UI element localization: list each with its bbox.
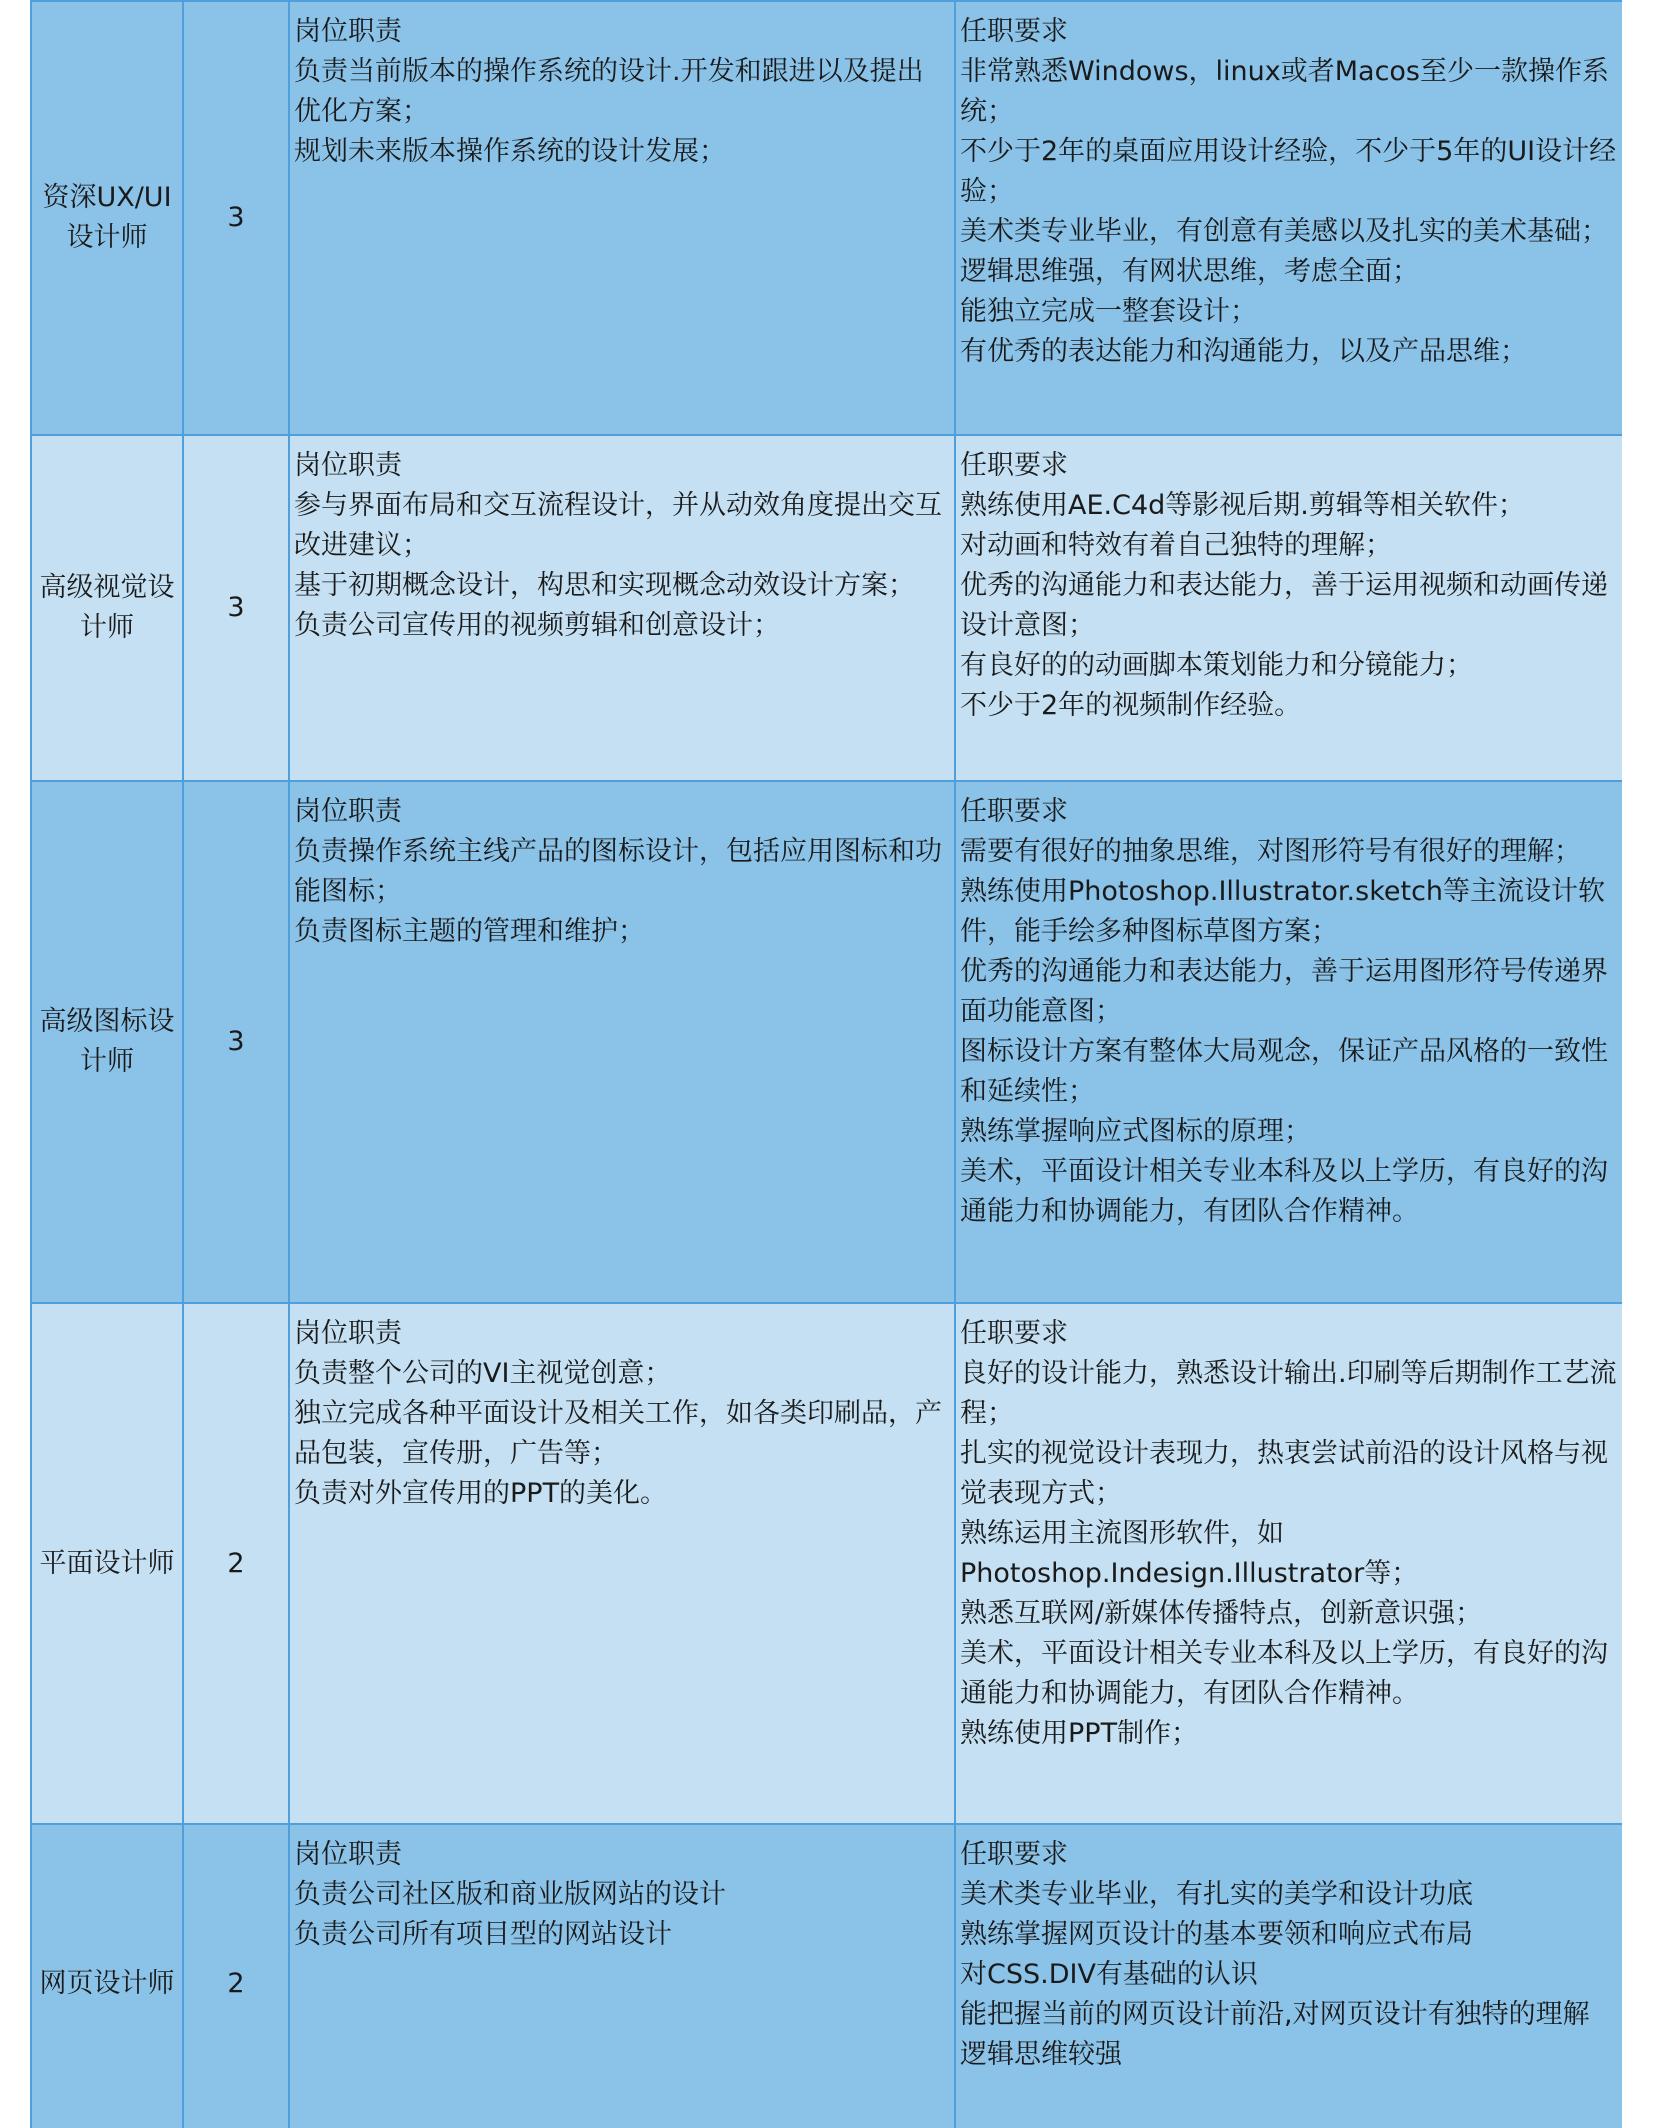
headcount: 3 — [227, 202, 245, 233]
requirements-item: 美术类专业毕业，有创意有美感以及扎实的美术基础； — [960, 216, 1608, 247]
headcount-cell — [183, 1303, 289, 1824]
requirements-heading: 任职要求 — [960, 1318, 1068, 1349]
requirements-item: 图标设计方案有整体大局观念，保证产品风格的一致性和延续性； — [960, 1036, 1608, 1107]
requirements-item: 需要有很好的抽象思维，对图形符号有很好的理解； — [960, 836, 1581, 867]
table-row — [31, 1303, 1622, 1824]
duties-item: 规划未来版本操作系统的设计发展； — [294, 136, 726, 167]
duties-heading: 岗位职责 — [294, 1318, 402, 1349]
job-table-body — [31, 1, 1622, 2128]
requirements-item: 不少于2年的桌面应用设计经验，不少于5年的UI设计经验； — [960, 136, 1617, 207]
job-requirements-table — [30, 0, 1622, 2128]
duties-heading: 岗位职责 — [294, 450, 402, 481]
requirements-item: 美术，平面设计相关专业本科及以上学历，有良好的沟通能力和协调能力，有团队合作精神。 — [960, 1156, 1608, 1227]
requirements-item: 优秀的沟通能力和表达能力，善于运用视频和动画传递设计意图； — [960, 570, 1608, 641]
requirements-item: 能独立完成一整套设计； — [960, 296, 1257, 327]
requirements-item: 有良好的的动画脚本策划能力和分镜能力； — [960, 650, 1473, 681]
table-row — [31, 781, 1622, 1303]
requirements-item: 能把握当前的网页设计前沿,对网页设计有独特的理解 — [960, 1999, 1590, 2030]
requirements-heading: 任职要求 — [960, 16, 1068, 47]
job-title-cell — [31, 781, 183, 1303]
duties-heading: 岗位职责 — [294, 16, 402, 47]
requirements-item: 熟悉互联网/新媒体传播特点，创新意识强； — [960, 1598, 1483, 1629]
duties-heading: 岗位职责 — [294, 796, 402, 827]
requirements-item: 扎实的视觉设计表现力，热衷尝试前沿的设计风格与视觉表现方式； — [960, 1438, 1608, 1509]
requirements-item: 美术，平面设计相关专业本科及以上学历，有良好的沟通能力和协调能力，有团队合作精神。 — [960, 1638, 1608, 1709]
duties-cell — [289, 435, 955, 781]
duties-item: 负责操作系统主线产品的图标设计，包括应用图标和功能图标； — [294, 836, 942, 907]
job-table-sheet — [30, 0, 1622, 2128]
headcount: 2 — [227, 1968, 245, 1999]
requirements-cell — [955, 781, 1622, 1303]
duties-heading: 岗位职责 — [294, 1839, 402, 1870]
requirements-item: 有优秀的表达能力和沟通能力，以及产品思维； — [960, 336, 1527, 367]
duties-item: 负责图标主题的管理和维护； — [294, 916, 645, 947]
duties-cell — [289, 1303, 955, 1824]
requirements-item: 对动画和特效有着自己独特的理解； — [960, 530, 1392, 561]
duties-item: 负责公司所有项目型的网站设计 — [294, 1919, 672, 1950]
duties-item: 负责公司社区版和商业版网站的设计 — [294, 1879, 726, 1910]
headcount: 3 — [227, 1026, 245, 1057]
job-title-cell — [31, 435, 183, 781]
requirements-item: 熟练使用AE.C4d等影视后期.剪辑等相关软件； — [960, 490, 1525, 521]
duties-item: 基于初期概念设计，构思和实现概念动效设计方案； — [294, 570, 915, 601]
headcount-cell — [183, 1, 289, 435]
table-row — [31, 435, 1622, 781]
job-title: 平面设计师 — [39, 1547, 175, 1579]
requirements-heading: 任职要求 — [960, 450, 1068, 481]
requirements-item: 熟练掌握网页设计的基本要领和响应式布局 — [960, 1919, 1473, 1950]
headcount-cell — [183, 435, 289, 781]
requirements-item: 优秀的沟通能力和表达能力，善于运用图形符号传递界面功能意图； — [960, 956, 1608, 1027]
duties-item: 参与界面布局和交互流程设计，并从动效角度提出交互改进建议； — [294, 490, 942, 561]
requirements-item: 熟练掌握响应式图标的原理； — [960, 1116, 1311, 1147]
requirements-item: 不少于2年的视频制作经验。 — [960, 690, 1302, 721]
job-title: 资深UX/UI设计师 — [42, 182, 172, 253]
requirements-cell — [955, 1824, 1622, 2128]
requirements-heading: 任职要求 — [960, 1839, 1068, 1870]
requirements-item: 熟练使用Photoshop.Illustrator.sketch等主流设计软件，能手绘多种图标草图方案； — [960, 876, 1606, 947]
requirements-item: 熟练使用PPT制作； — [960, 1718, 1199, 1749]
headcount: 3 — [227, 592, 245, 623]
requirements-cell — [955, 1303, 1622, 1824]
requirements-item: 逻辑思维较强 — [960, 2039, 1122, 2070]
duties-item: 负责当前版本的操作系统的设计.开发和跟进以及提出优化方案； — [294, 56, 924, 127]
requirements-item: 对CSS.DIV有基础的认识 — [960, 1959, 1258, 1990]
requirements-item: 逻辑思维强，有网状思维，考虑全面； — [960, 256, 1419, 287]
duties-cell — [289, 1, 955, 435]
requirements-item: 熟练运用主流图形软件，如Photoshop.Indesign.Illustrator等； — [960, 1518, 1419, 1589]
duties-item: 负责公司宣传用的视频剪辑和创意设计； — [294, 610, 780, 641]
headcount-cell — [183, 1824, 289, 2128]
requirements-item: 美术类专业毕业，有扎实的美学和设计功底 — [960, 1879, 1473, 1910]
table-row — [31, 1824, 1622, 2128]
duties-cell — [289, 781, 955, 1303]
duties-item: 负责整个公司的VI主视觉创意； — [294, 1358, 672, 1389]
headcount-cell — [183, 781, 289, 1303]
table-row — [31, 1, 1622, 435]
requirements-item: 非常熟悉Windows，linux或者Macos至少一款操作系统； — [960, 56, 1610, 127]
requirements-cell — [955, 435, 1622, 781]
requirements-heading: 任职要求 — [960, 796, 1068, 827]
duties-item: 独立完成各种平面设计及相关工作，如各类印刷品，产品包装，宣传册，广告等； — [294, 1398, 942, 1469]
job-title: 高级图标设计师 — [39, 1006, 175, 1077]
duties-item: 负责对外宣传用的PPT的美化。 — [294, 1478, 668, 1509]
requirements-item: 良好的设计能力，熟悉设计输出.印刷等后期制作工艺流程； — [960, 1358, 1617, 1429]
job-title: 网页设计师 — [39, 1968, 175, 1999]
job-title-cell — [31, 1, 183, 435]
job-title-cell — [31, 1824, 183, 2128]
job-title-cell — [31, 1303, 183, 1824]
headcount: 2 — [227, 1547, 245, 1579]
duties-cell — [289, 1824, 955, 2128]
job-title: 高级视觉设计师 — [39, 572, 175, 643]
requirements-cell — [955, 1, 1622, 435]
